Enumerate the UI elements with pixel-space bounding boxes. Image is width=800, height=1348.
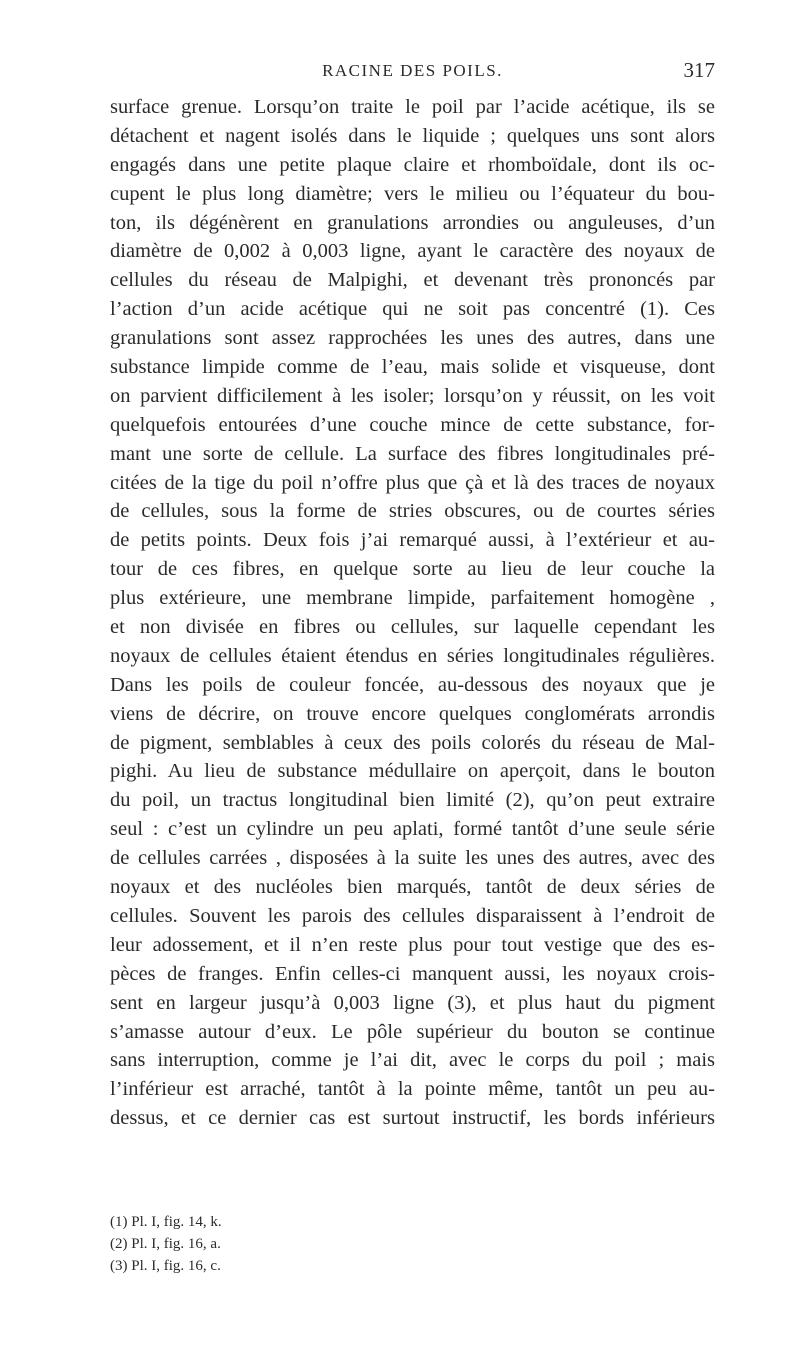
text-line: seul : c’est un cylindre un peu aplati, formé tantôt d’une seule série bbox=[110, 818, 715, 841]
running-title: RACINE DES POILS. bbox=[322, 61, 503, 80]
text-line: de cellules, sous la forme de stries obscures, ou de courtes séries bbox=[110, 500, 715, 523]
footnote: (2) Pl. I, fig. 16, a. bbox=[110, 1236, 221, 1252]
footnote: (3) Pl. I, fig. 16, c. bbox=[110, 1258, 221, 1274]
text-line: plus extérieure, une membrane limpide, parfaitement homogène , bbox=[110, 587, 715, 610]
text-line: cellules. Souvent les parois des cellules disparaissent à l’endroit de bbox=[110, 904, 715, 927]
text-line: citées de la tige du poil n’offre plus que çà et là des traces de noyaux bbox=[110, 471, 715, 494]
text-line: mant une sorte de cellule. La surface des fibres longitudinales pré- bbox=[110, 442, 715, 465]
text-line: Dans les poils de couleur foncée, au-dessous des noyaux que je bbox=[110, 673, 715, 696]
text-line: du poil, un tractus longitudinal bien limité (2), qu’on peut extraire bbox=[110, 789, 715, 812]
text-line: sans interruption, comme je l’ai dit, avec le corps du poil ; mais bbox=[110, 1049, 715, 1072]
text-line: et non divisée en fibres ou cellules, sur laquelle cependant les bbox=[110, 616, 715, 639]
text-line: tour de ces fibres, en quelque sorte au lieu de leur couche la bbox=[110, 558, 715, 581]
text-line: engagés dans une petite plaque claire et rhomboïdale, dont ils oc- bbox=[110, 153, 715, 176]
text-line: noyaux de cellules étaient étendus en séries longitudinales régulières. bbox=[110, 644, 715, 667]
text-line: surface grenue. Lorsqu’on traite le poil par l’acide acétique, ils se bbox=[110, 96, 715, 118]
text-line: s’amasse autour d’eux. Le pôle supérieur du bouton se continue bbox=[110, 1020, 715, 1043]
text-line: l’inférieur est arraché, tantôt à la pointe même, tantôt un peu au- bbox=[110, 1078, 715, 1101]
text-line: dessus, et ce dernier cas est surtout instructif, les bords inférieurs bbox=[110, 1107, 715, 1130]
text-line: on parvient difficilement à les isoler; lorsqu’on y réussit, on les voit bbox=[110, 384, 715, 407]
page-number: 317 bbox=[683, 58, 715, 82]
text-line: cellules du réseau de Malpighi, et devenant très prononcés par bbox=[110, 269, 715, 292]
text-line: cupent le plus long diamètre; vers le milieu ou l’équateur du bou- bbox=[110, 182, 715, 205]
body-text bbox=[110, 93, 715, 1133]
text-line: quelquefois entourées d’une couche mince de cette substance, for- bbox=[110, 413, 715, 436]
text-line: détachent et nagent isolés dans le liquide ; quelques uns sont alors bbox=[110, 124, 715, 147]
text-line: de pigment, semblables à ceux des poils colorés du réseau de Mal- bbox=[110, 731, 715, 754]
text-line: pighi. Au lieu de substance médullaire on aperçoit, dans le bouton bbox=[110, 760, 715, 783]
footnote: (1) Pl. I, fig. 14, k. bbox=[110, 1214, 222, 1230]
text-line: diamètre de 0,002 à 0,003 ligne, ayant le caractère des noyaux de bbox=[110, 240, 715, 263]
text-line: viens de décrire, on trouve encore quelques conglomérats arrondis bbox=[110, 702, 715, 725]
text-line: substance limpide comme de l’eau, mais solide et visqueuse, dont bbox=[110, 356, 715, 379]
text-line: pèces de franges. Enfin celles-ci manquent aussi, les noyaux crois- bbox=[110, 962, 715, 985]
text-line: de petits points. Deux fois j’ai remarqué aussi, à l’extérieur et au- bbox=[110, 529, 715, 552]
text-line: granulations sont assez rapprochées les unes des autres, dans une bbox=[110, 327, 715, 350]
text-line: l’action d’un acide acétique qui ne soit pas concentré (1). Ces bbox=[110, 298, 715, 321]
text-line: de cellules carrées , disposées à la suite les unes des autres, avec des bbox=[110, 847, 715, 870]
text-line: ton, ils dégénèrent en granulations arrondies ou anguleuses, d’un bbox=[110, 211, 715, 234]
text-line: leur adossement, et il n’en reste plus pour tout vestige que des es- bbox=[110, 933, 715, 956]
footnotes bbox=[110, 1211, 410, 1277]
text-line: sent en largeur jusqu’à 0,003 ligne (3), et plus haut du pigment bbox=[110, 991, 715, 1014]
page-header bbox=[110, 58, 715, 88]
text-line: noyaux et des nucléoles bien marqués, tantôt de deux séries de bbox=[110, 876, 715, 899]
